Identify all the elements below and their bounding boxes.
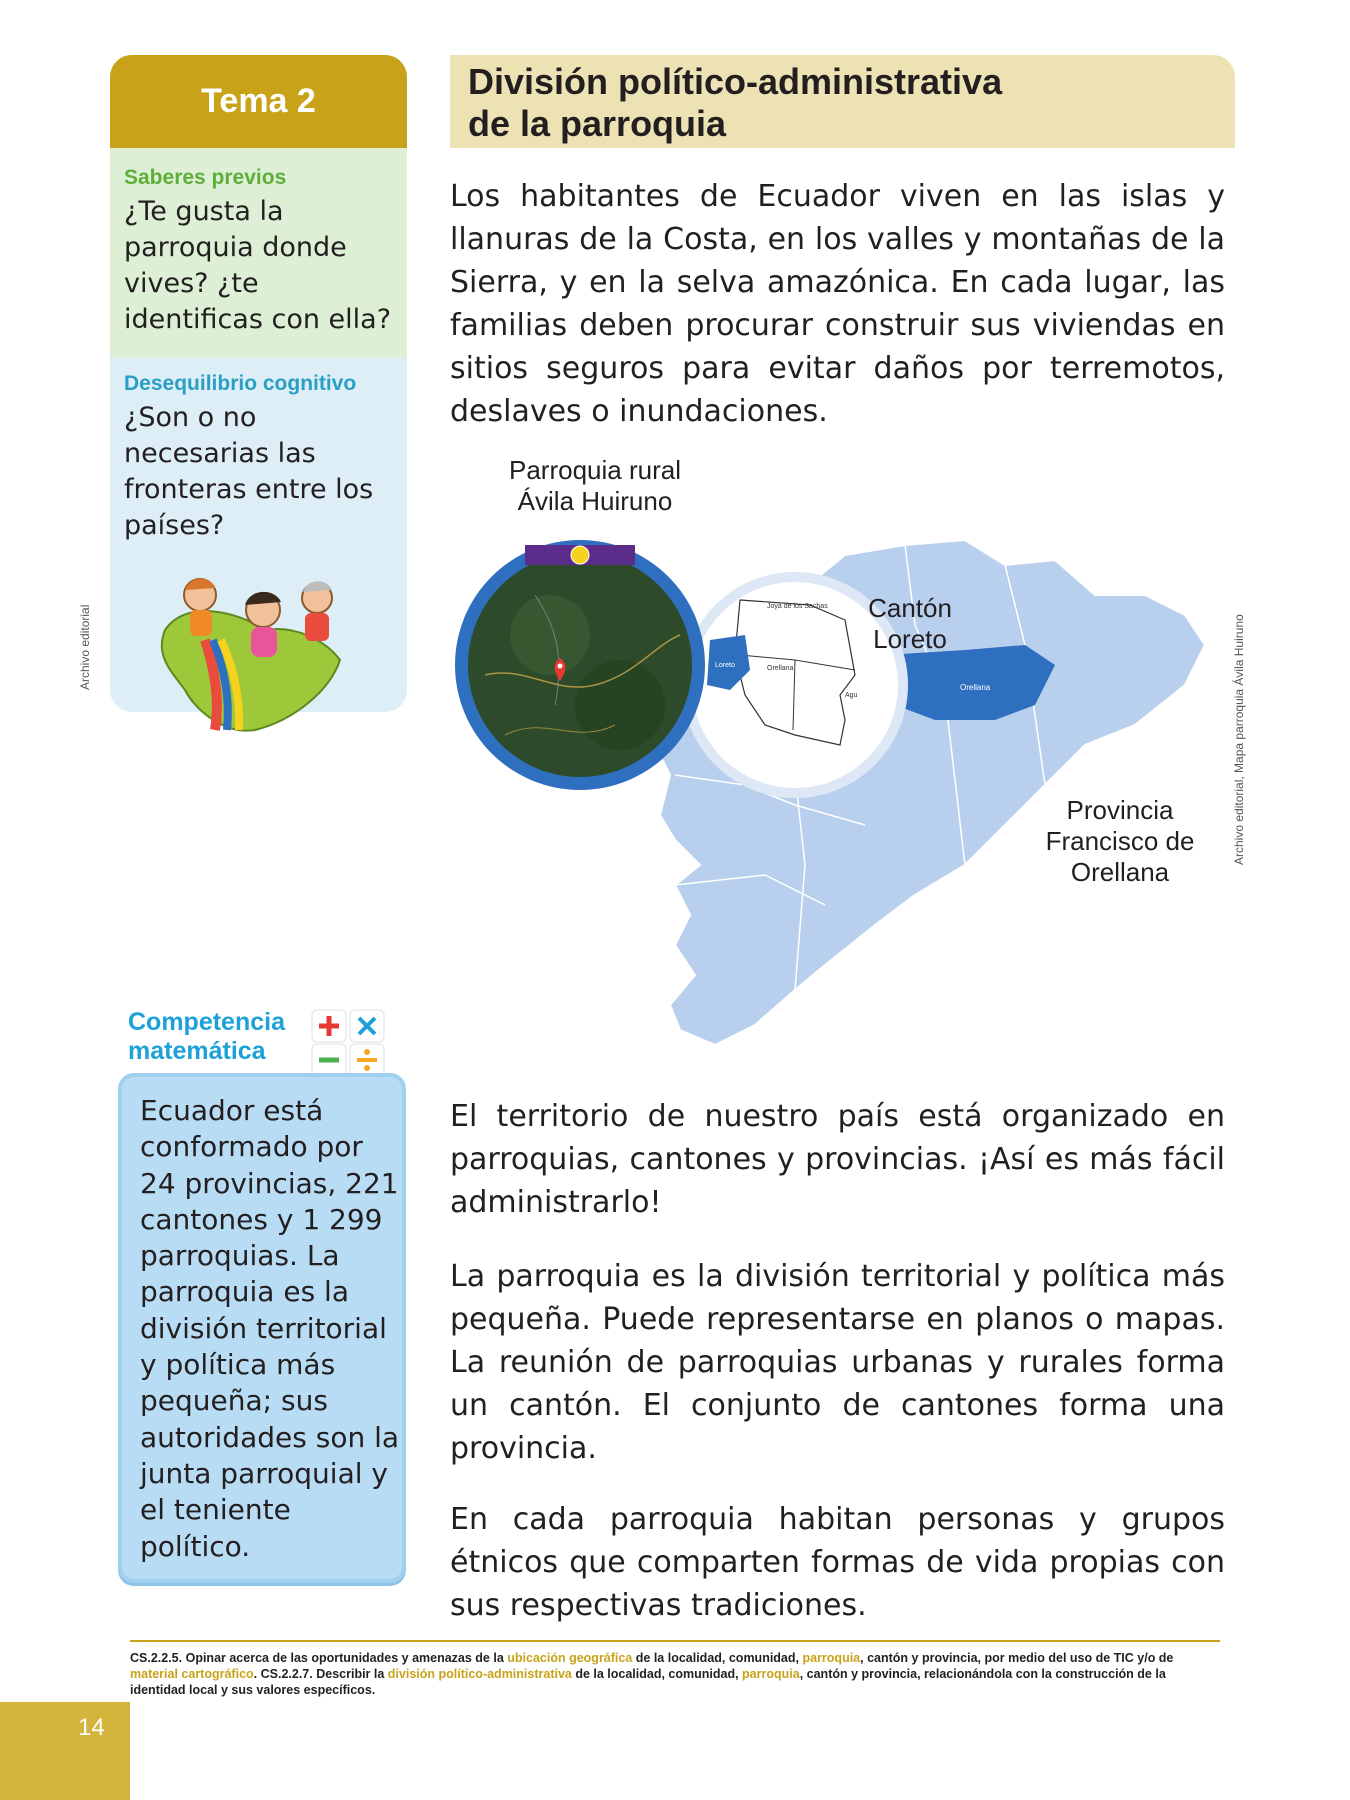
grupos-paragraph: En cada parroquia habitan personas y grupos étnicos que comparten formas de vida propias con sus respectivas tradiciones. — [450, 1502, 1225, 1623]
saberes-text: ¿Te gusta la parroquia donde vives? ¿te identificas con ella? — [124, 196, 392, 335]
deseq-heading: Desequilibrio cognitivo — [124, 372, 357, 395]
competencia-box — [118, 1073, 406, 1583]
deseq-text: ¿Son o no necesarias las fronteras entre los países? — [124, 402, 374, 541]
desequilibrio-section — [110, 358, 407, 544]
section-title-line2: de la parroquia — [468, 103, 727, 144]
credit-left: Archivo editorial — [78, 604, 92, 690]
ecuador-map-figure — [445, 445, 1235, 1065]
cs2-text-c: , cantón y provincia, relacionándola con la construcción de la identidad local y sus valores específicos. — [130, 1667, 1166, 1697]
inset-label-orellana-prov: Orellana — [960, 683, 991, 692]
saberes-previos-section — [110, 148, 407, 358]
cs2-text-b: de la localidad, comunidad, — [571, 1667, 743, 1681]
cs2-highlight-2: parroquia — [742, 1667, 800, 1681]
section-title — [468, 61, 1235, 145]
page-number: 14 — [78, 1714, 105, 1741]
section-title-box — [450, 55, 1235, 148]
label-parroquia-rural: Parroquia rural Ávila Huiruno — [509, 455, 681, 516]
cs1-highlight-2: parroquia — [802, 1651, 861, 1665]
section-title-line1: División político-administrativa — [468, 61, 1003, 102]
cs1-highlight-1: ubicación geográfica — [507, 1651, 633, 1665]
curriculum-criteria — [130, 1650, 1220, 1698]
tema-title: Tema 2 — [110, 55, 407, 148]
label-provincia-orellana: Provincia Francisco de Orellana — [1045, 795, 1195, 887]
cs2-code: CS.2.2.7. — [260, 1667, 313, 1681]
inset-label-joya: Joya de los Sachas — [767, 603, 828, 610]
cs1-text-d: . — [253, 1667, 261, 1681]
competencia-title-line1: Competencia — [128, 1008, 285, 1036]
footer-rule — [130, 1640, 1220, 1642]
inset-label-loreto: Loreto — [715, 662, 735, 669]
cs1-text-a: Opinar acerca de las oportunidades y amenazas de la — [182, 1651, 508, 1665]
competencia-title — [128, 1008, 285, 1066]
intro-paragraph: Los habitantes de Ecuador viven en las islas y llanuras de la Costa, en los valles y montañas de la Sierra, y en la selva amazónica. En cada lugar, las familias deben procurar construir sus viviendas en sitios seguros para evitar daños por terremotos, deslaves o inundaciones. — [450, 179, 1225, 429]
cs2-highlight-1: división político-administrativa — [387, 1667, 572, 1681]
inset-label-orellana: Orellana — [767, 665, 794, 672]
label-canton-loreto: Cantón Loreto — [868, 593, 952, 654]
cs1-text-b: de la localidad, comunidad, — [632, 1651, 803, 1665]
parroquia-paragraph: La parroquia es la división territorial y política más pequeña. Puede representarse en planos o mapas. La reunión de parroquias urbanas y rurales forma un cantón. El conjunto de cantones forma una provincia. — [450, 1259, 1225, 1466]
competencia-title-line2: matemática — [128, 1037, 266, 1065]
saberes-heading: Saberes previos — [124, 166, 287, 189]
cs1-text-c: , cantón y provincia, por medio del uso de TIC y/o de — [860, 1651, 1174, 1665]
competencia-text: Ecuador está conformado por 24 provincias, 221 cantones y 1 299 parroquias. La parroquia es la división territorial y política más pequeña; sus autoridades son la junta parroquial y el teniente político. — [140, 1094, 400, 1563]
page-number-tab — [0, 1702, 130, 1800]
children-map-illustration — [145, 570, 355, 740]
inset-label-aguarico: Agu — [845, 692, 858, 699]
math-operators-icon — [310, 1008, 390, 1078]
territorio-paragraph: El territorio de nuestro país está organizado en parroquias, cantones y provincias. ¡Así es más fácil administrarlo! — [450, 1099, 1225, 1220]
cs1-code: CS.2.2.5. — [130, 1651, 183, 1665]
cs1-highlight-3: material cartográfico — [130, 1667, 254, 1681]
credit-right: Archivo editorial, Mapa parroquia Ávila Huiruno — [1232, 614, 1246, 865]
cs2-text-a: Describir la — [312, 1667, 388, 1681]
